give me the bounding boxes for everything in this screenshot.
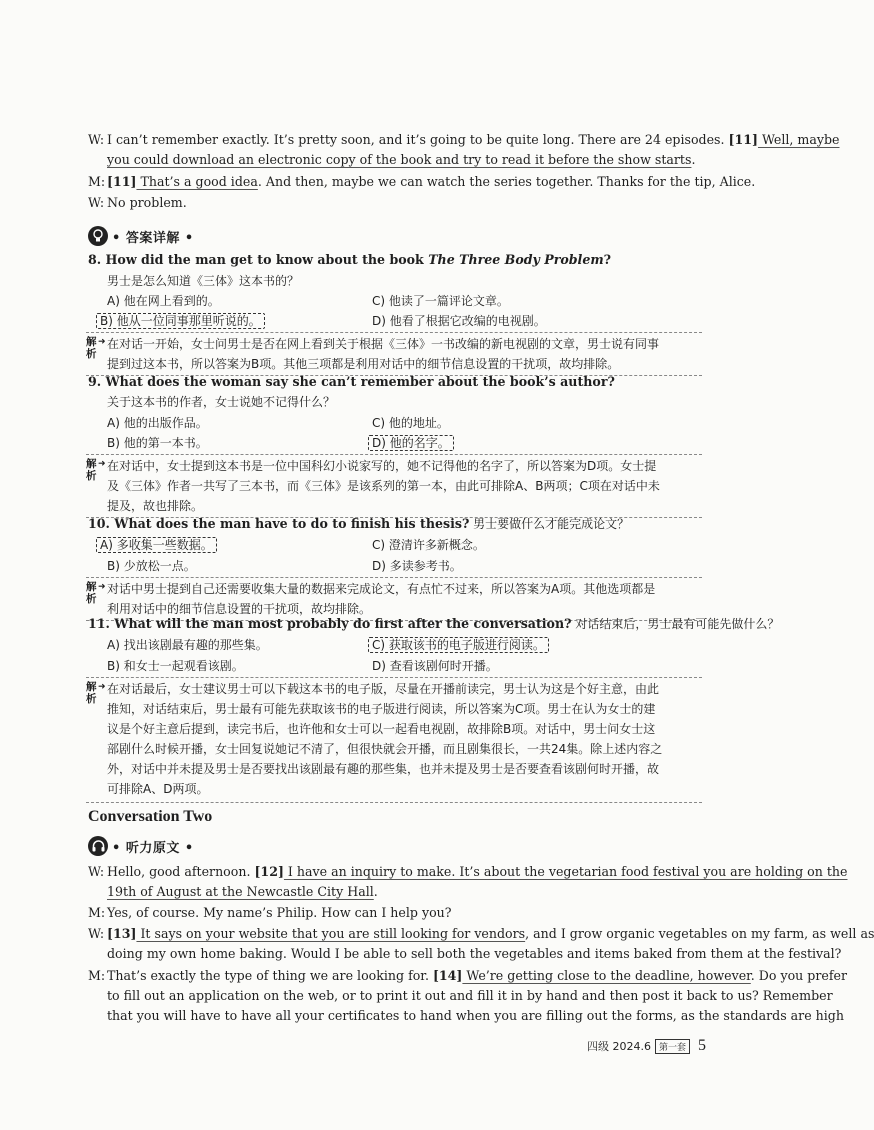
question-9: 9. What does the woman say she can’t remember about the book’s author? bbox=[88, 374, 615, 389]
dialog-line: I can’t remember exactly. It’s pretty soon, and it’s going to be quite long. There are 24 episodes. [11] Well, maybe bbox=[107, 132, 840, 147]
explanation-line: 部剧什么时候开播，女士回复说她记不清了，但很快就会开播，而且剧集很长，一共24集。除上述内容之 bbox=[107, 742, 663, 756]
question-9-zh: 关于这本书的作者，女士说她不记得什么？ bbox=[107, 395, 336, 409]
speaker-label: W: bbox=[88, 926, 105, 941]
question-8: 8. How did the man get to know about the book The Three Body Problem? bbox=[88, 252, 612, 267]
dialog-line: Hello, good afternoon. [12] I have an inquiry to make. It’s about the vegetarian food festival you are holding on the bbox=[107, 864, 848, 879]
answer-section-heading: • 答案详解 • bbox=[88, 225, 194, 247]
option-c: C) 澄清许多新概念。 bbox=[372, 538, 485, 552]
speaker-label: W: bbox=[88, 195, 105, 210]
speaker-label: M: bbox=[88, 968, 106, 983]
exam-label: 四级 2024.6 bbox=[586, 1040, 651, 1053]
explanation-line: 提到过这本书，所以答案为B项。其他三项都是利用对话中的细节信息设置的干扰项，故均排除。 bbox=[107, 357, 620, 371]
transcript-section-heading: • 听力原文 • bbox=[88, 835, 194, 857]
option-d: D) 他看了根据它改编的电视剧。 bbox=[372, 314, 546, 328]
explanation-box bbox=[86, 454, 702, 518]
speaker-label: W: bbox=[88, 864, 105, 879]
explanation-line: 可排除A、D两项。 bbox=[107, 782, 209, 796]
explanation-box bbox=[86, 677, 702, 803]
explanation-line: 议是个好主意后提到，读完书后，也许他和女士可以一起看电视剧，故排除B项。对话中，男士问女士这 bbox=[107, 722, 656, 736]
option-d bbox=[372, 433, 454, 453]
question-8-zh: 男士是怎么知道《三体》这本书的？ bbox=[107, 274, 300, 288]
lightbulb-icon bbox=[88, 226, 108, 246]
option-b: B) 和女士一起观看该剧。 bbox=[107, 659, 244, 673]
speaker-label: W: bbox=[88, 132, 105, 147]
option-c bbox=[372, 635, 549, 655]
option-d: D) 多读参考书。 bbox=[372, 559, 462, 573]
section-title: Conversation Two bbox=[88, 808, 213, 825]
option-a bbox=[100, 535, 217, 555]
explanation-label: 解析 bbox=[86, 681, 97, 705]
option-b bbox=[100, 311, 265, 331]
page-number: 5 bbox=[698, 1037, 706, 1054]
option-a: A) 他的出版作品。 bbox=[107, 416, 208, 430]
option-d: D) 查看该剧何时开播。 bbox=[372, 659, 498, 673]
arrow-icon: ➜ bbox=[98, 682, 106, 692]
option-b: B) 少放松一点。 bbox=[107, 559, 196, 573]
edition-badge: 第一套 bbox=[655, 1039, 690, 1054]
dialog-line: 19th of August at the Newcastle City Hall. bbox=[107, 884, 378, 899]
explanation-label: 解析 bbox=[86, 336, 97, 360]
explanation-line: 在对话一开始，女士问男士是否在网上看到关于根据《三体》一书改编的新电视剧的文章，男士说有同事 bbox=[107, 337, 660, 351]
dialog-line: doing my own home baking. Would I be able to sell both the vegetables and items baked from them at the festival? bbox=[107, 946, 842, 961]
dialog-line: [11] That’s a good idea. And then, maybe we can watch the series together. Thanks for the tip, Alice. bbox=[107, 174, 756, 189]
option-a: A) 他在网上看到的。 bbox=[107, 294, 220, 308]
question-10: 10. What does the man have to do to finish his thesis? 男士要做什么才能完成论文？ bbox=[88, 516, 630, 531]
dialog-line: No problem. bbox=[107, 195, 187, 210]
speaker-label: M: bbox=[88, 174, 106, 189]
explanation-line: 在对话中，女士提到这本书是一位中国科幻小说家写的，她不记得他的名字了，所以答案为D项。女士提 bbox=[107, 459, 657, 473]
explanation-label: 解析 bbox=[86, 581, 97, 605]
arrow-icon: ➜ bbox=[98, 582, 106, 592]
dialog-line: That’s exactly the type of thing we are looking for. [14] We’re getting close to the deadline, however. Do you prefer bbox=[107, 968, 847, 983]
explanation-line: 提及，故也排除。 bbox=[107, 499, 204, 513]
option-b: B) 他的第一本书。 bbox=[107, 436, 208, 450]
question-11: 11. What will the man most probably do first after the conversation? 对话结束后，男士最有可能先做什么？ bbox=[88, 616, 780, 631]
arrow-icon: ➜ bbox=[98, 459, 106, 469]
option-c: C) 他读了一篇评论文章。 bbox=[372, 294, 509, 308]
explanation-line: 及《三体》作者一共写了三本书，而《三体》是该系列的第一本，由此可排除A、B两项；C项在对话中未 bbox=[107, 479, 660, 493]
explanation-line: 在对话最后，女士建议男士可以下载这本书的电子版，尽量在开播前读完，男士认为这是个好主意，由此 bbox=[107, 682, 660, 696]
explanation-box bbox=[86, 332, 702, 376]
dialog-line: [13] It says on your website that you are still looking for vendors, and I grow organic vegetables on my farm, as well as bbox=[107, 926, 874, 941]
correct-answer-box: C) 获取该书的电子版进行阅读。 bbox=[368, 637, 549, 653]
explanation-line: 利用对话中的细节信息设置的干扰项，故均排除。 bbox=[107, 602, 372, 616]
explanation-line: 对话中男士提到自己还需要收集大量的数据来完成论文，有点忙不过来，所以答案为A项。其他选项都是 bbox=[107, 582, 656, 596]
dialog-line: to fill out an application on the web, or to print it out and fill it in by hand and then post it back to us? Remember bbox=[107, 988, 833, 1003]
correct-answer-box: D) 他的名字。 bbox=[368, 435, 454, 451]
dialog-line: Yes, of course. My name’s Philip. How can I help you? bbox=[107, 905, 452, 920]
explanation-line: 外，对话中并未提及男士是否要找出该剧最有趣的那些集，也并未提及男士是否要查看该剧何时开播，故 bbox=[107, 762, 660, 776]
correct-answer-box: B) 他从一位同事那里听说的。 bbox=[96, 313, 265, 329]
option-c: C) 他的地址。 bbox=[372, 416, 449, 430]
dialog-line: that you will have to have all your certificates to hand when you are filling out the forms, as the standards are high bbox=[107, 1008, 844, 1023]
explanation-line: 推知，对话结束后，男士最有可能先获取该书的电子版进行阅读，所以答案为C项。男士在认为女士的建 bbox=[107, 702, 656, 716]
headphones-icon bbox=[88, 836, 108, 856]
option-a: A) 找出该剧最有趣的那些集。 bbox=[107, 638, 268, 652]
dialog-line: you could download an electronic copy of the book and try to read it before the show starts. bbox=[107, 152, 696, 167]
arrow-icon: ➜ bbox=[98, 337, 106, 347]
speaker-label: M: bbox=[88, 905, 106, 920]
explanation-label: 解析 bbox=[86, 458, 97, 482]
correct-answer-box: A) 多收集一些数据。 bbox=[96, 537, 217, 553]
page-footer bbox=[587, 1037, 706, 1055]
